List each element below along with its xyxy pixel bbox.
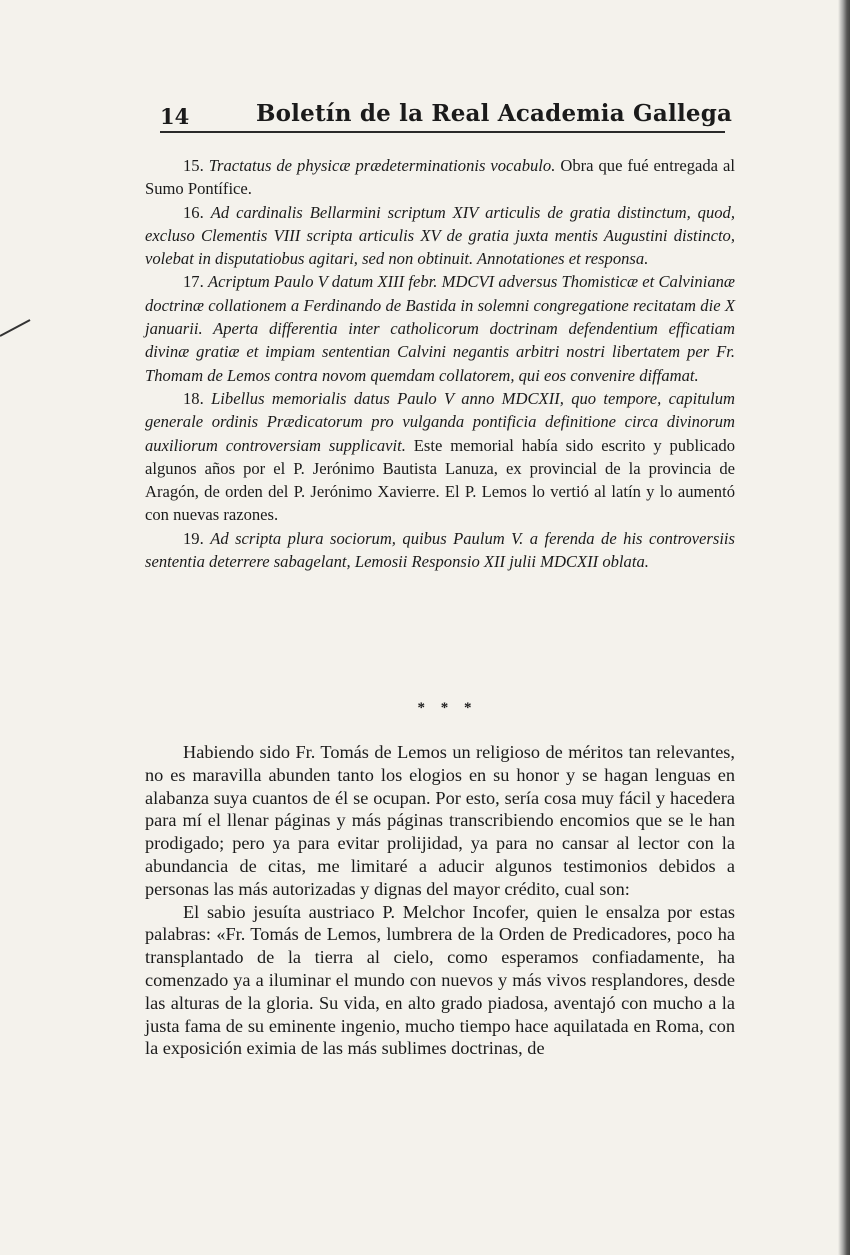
entry-latin-title: Acriptum Paulo V datum XIII febr. MDCVI adversus Thomisticæ et Calvinianæ doctrinæ collationem a Ferdinando de Bastida in solemni congregatione recitatam die X januarii. Aperta differentia inter catholicorum doctrinam defendentium efficatiam divinæ gratiæ et impiam sententian Calvini negantis arbitri nostri libertatem per Fr. Thomam de Lemos contra novom quemdam collatorem, qui eos convenire diffamat. [145, 272, 735, 385]
running-title: Boletín de la Real Academia Gallega [256, 100, 733, 127]
entry-latin-title: Ad cardinalis Bellarmini scriptum XIV articulis de gratia distinctum, quod, excluso Clementis VIII scripta articulis XV de gratia juxta mentis Augustini distincto, volebat in disputatiobus agitari, sed non obtinuit. Annotationes et responsa. [145, 202, 735, 269]
list-item [145, 387, 735, 527]
list-item [145, 154, 735, 201]
list-item [145, 201, 735, 271]
entry-number: 18. [183, 388, 204, 408]
body-paragraph: El sabio jesuíta austriaco P. Melchor Incofer, quien le ensalza por estas palabras: «Fr. Tomás de Lemos, lumbrera de la Orden de Predicadores, poco ha transplantado de la tierra al cielo, como esperamos confiadamente, ha comenzado ya a iluminar el mundo con nuevos y más vivos resplandores, desde las alturas de la gloria. Su vida, en alto grado piadosa, aventajó con mucho a la justa fama de su eminente ingenio, mucho tiempo hace aquilatada en Roma, con la exposición eximia de las más sublimes doctrinas, de [145, 901, 735, 1059]
entry-note: Obra que fué entregada al Sumo Pontífice. [145, 156, 735, 199]
entry-number: 15. [183, 156, 204, 175]
entry-number: 19. [183, 528, 204, 548]
entry-number: 17. [183, 272, 204, 292]
entry-latin-title: Ad scripta plura sociorum, quibus Paulum V. a ferenda de his controversiis sententia deterrere sabagelant, Lemosii Responsio XII julii MDCXII oblata. [145, 528, 735, 572]
section-asterism: * * * [417, 700, 478, 716]
page-header [160, 100, 733, 134]
entry-note: Este memorial había sido escrito y publicado algunos años por el P. Jerónimo Bautista Lanuza, ex provincial de la provincia de Aragón, de orden del P. Jerónimo Xavierre. El P. Lemos lo vertió al latín y lo aumentó con nuevas razones. [145, 435, 735, 525]
bibliography-list [145, 154, 735, 573]
entry-number: 16. [183, 202, 204, 222]
page-edge-shadow [838, 0, 850, 1255]
header-rule [160, 131, 725, 133]
list-item [145, 270, 735, 386]
page-number: 14 [160, 104, 190, 129]
entry-latin-title: Tractatus de physicæ prædeterminationis vocabulo. [208, 156, 556, 175]
main-text [145, 741, 735, 1060]
margin-mark [0, 319, 30, 337]
entry-latin-title: Libellus memorialis datus Paulo V anno MDCXII, quo tempore, capitulum generale ordinis Prædicatorum pro vulganda pontificia definitione circa divinorum auxiliorum controversiam supplicavit. [145, 388, 735, 455]
list-item [145, 527, 735, 574]
body-paragraph: Habiendo sido Fr. Tomás de Lemos un religioso de méritos tan relevantes, no es maravilla abunden tanto los elogios en su honor y se hagan lenguas en alabanza suya cuantos de él se ocupan. Por esto, sería cosa muy fácil y hacedera para mí el llenar páginas y más páginas transcribiendo encomios que se le han prodigado; pero ya para evitar prolijidad, ya para no cansar al lector con la abundancia de citas, me limitaré a aducir algunos testimonios debidos a personas las más autorizadas y dignas del mayor crédito, cual son: [145, 742, 735, 899]
